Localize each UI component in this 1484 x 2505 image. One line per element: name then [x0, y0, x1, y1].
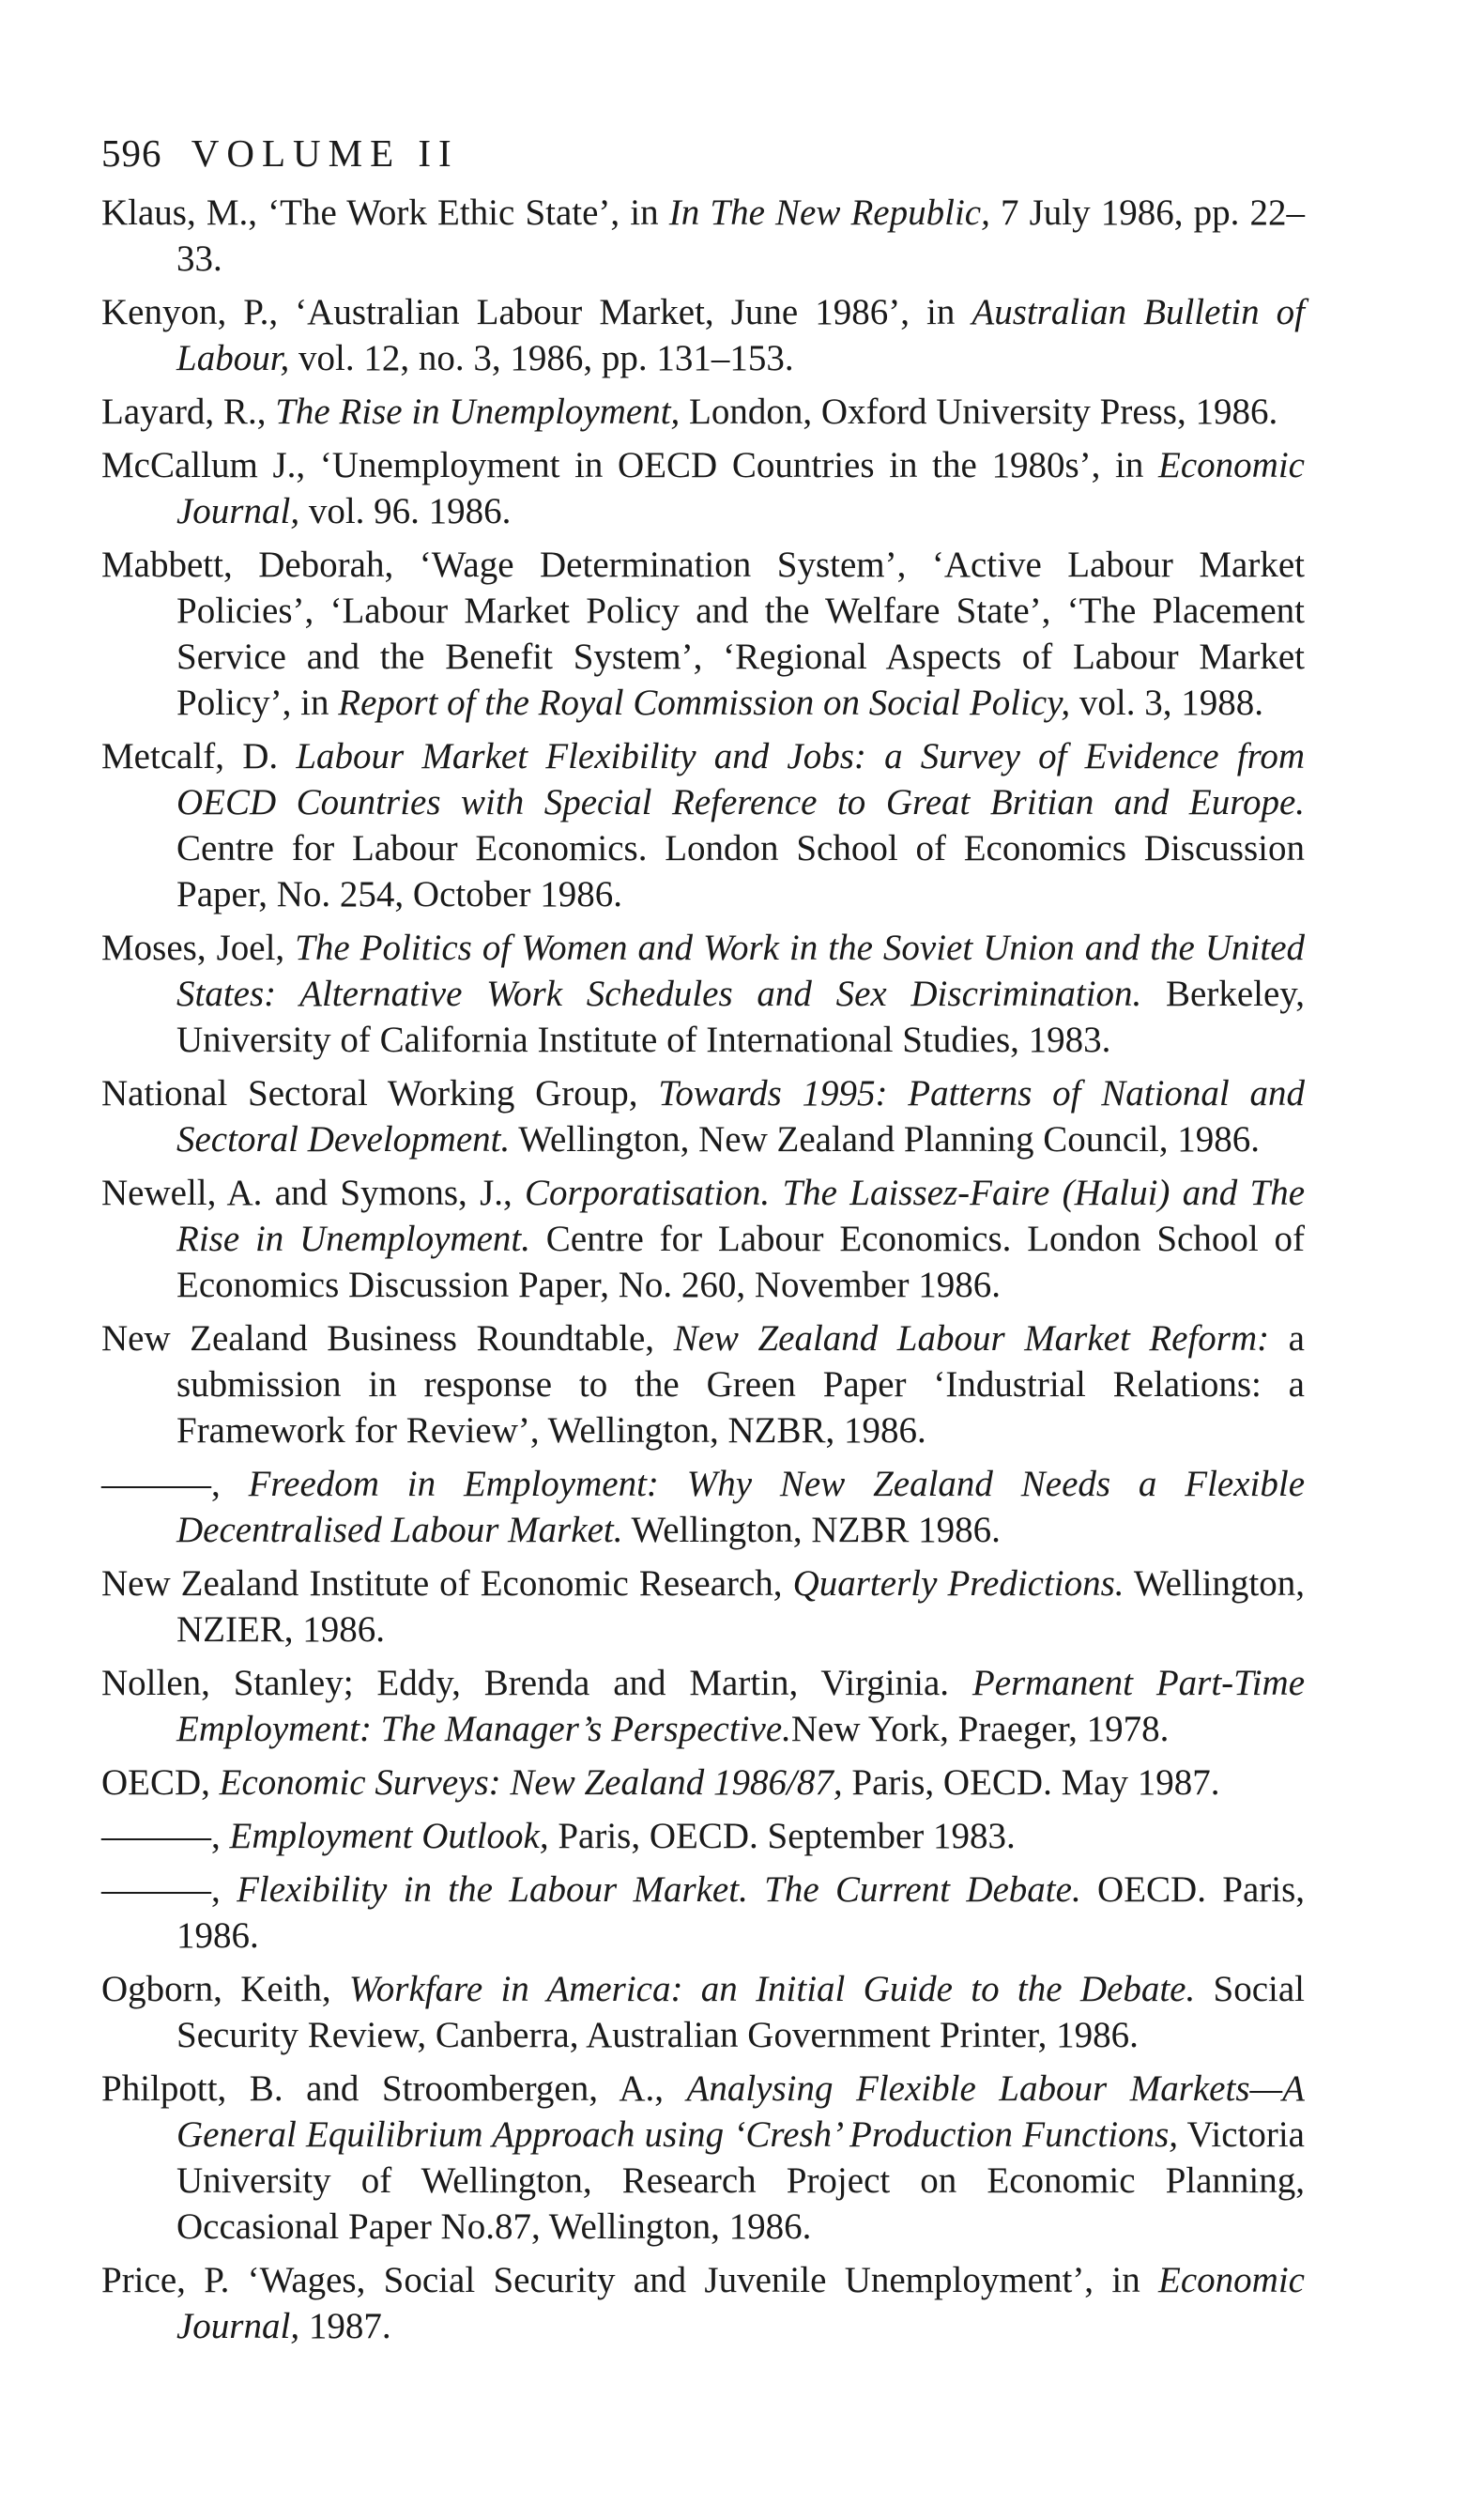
reference-text: Layard, R., — [101, 392, 276, 432]
reference-text: New Zealand Institute of Economic Research, — [101, 1563, 793, 1604]
reference-text: ———, — [101, 1869, 237, 1910]
reference-text: 1987. — [299, 2306, 391, 2346]
reference-text: Paris, OECD. May 1987. — [842, 1762, 1220, 1803]
reference-text: Price, P. ‘Wages, Social Security and Juvenile Unemployment’, in — [101, 2260, 1159, 2300]
reference-title: The Politics of Women and Work in the Soviet Union and the United States: Alternative Work Schedules and Sex Discrimination. — [176, 928, 1305, 1014]
reference-text: vol. 3, 1988. — [1070, 683, 1263, 723]
reference-title: Workfare in America: an Initial Guide to the Debate. — [348, 1969, 1196, 2009]
reference-text: Social Security Review, Canberra, Australian Government Printer, 1986. — [176, 1969, 1305, 2055]
reference-entry — [101, 1315, 1305, 1453]
reference-text: Mabbett, Deborah, ‘Wage Determination System’, ‘Active Labour Market Policies’, ‘Labour Market Policy and the Welfare State’, ‘The Placement Service and the Benefit System’, ‘Regional Aspects of Labour Market Policy’, in — [101, 545, 1305, 723]
reference-text: Metcalf, D. — [101, 736, 297, 776]
reference-entry — [101, 2257, 1305, 2349]
reference-entry — [101, 442, 1305, 534]
reference-text: Klaus, M., ‘The Work Ethic State’, in — [101, 192, 669, 233]
reference-title: Corporatisation. The Laissez-Faire (Halui) and The Rise in Unemployment. — [176, 1173, 1306, 1259]
reference-title: Economic Surveys: New Zealand 1986/87, — [219, 1762, 843, 1803]
reference-entry — [101, 1813, 1305, 1859]
reference-text: McCallum J., ‘Unemployment in OECD Countries in the 1980s’, in — [101, 445, 1159, 485]
reference-text: New Zealand Business Roundtable, — [101, 1318, 674, 1359]
reference-text: Wellington, NZIER, 1986. — [176, 1563, 1305, 1650]
reference-title: Labour Market Flexibility and Jobs: a Survey of Evidence from OECD Countries with Special Reference to Great Britian and Europe. — [176, 736, 1305, 822]
reference-text: Wellington, NZBR 1986. — [622, 1510, 1001, 1550]
reference-text: ———, — [101, 1464, 249, 1504]
reference-text: a submission in response to the Green Paper ‘Industrial Relations: a Framework for Review’, Wellington, NZBR, 1986. — [176, 1318, 1305, 1451]
reference-title: Freedom in Employment: Why New Zealand Needs a Flexible Decentralised Labour Market. — [176, 1464, 1306, 1550]
reference-title: Analysing Flexible Labour Markets—A General Equilibrium Approach using ‘Cresh’ Production Functions, — [176, 2068, 1306, 2155]
reference-text: OECD, — [101, 1762, 220, 1803]
reference-text: Centre for Labour Economics. London School of Economics Discussion Paper, No. 260, November 1986. — [176, 1219, 1305, 1305]
reference-text: Centre for Labour Economics. London School of Economics Discussion Paper, No. 254, October 1986. — [176, 828, 1305, 914]
volume-title: VOLUME II — [191, 131, 459, 175]
reference-text: ———, — [101, 1816, 230, 1856]
reference-title: Report of the Royal Commission on Social Policy, — [338, 683, 1071, 723]
reference-entry — [101, 1461, 1305, 1553]
reference-text: vol. 12, no. 3, 1986, pp. 131–153. — [289, 338, 794, 378]
reference-entry — [101, 733, 1305, 917]
reference-entry — [101, 542, 1305, 726]
reference-entry — [101, 1660, 1305, 1752]
reference-text: Ogborn, Keith, — [101, 1969, 349, 2009]
reference-entry — [101, 2066, 1305, 2250]
reference-title: Economic Journal, — [176, 2260, 1305, 2346]
reference-text: Nollen, Stanley; Eddy, Brenda and Martin, Virginia. — [101, 1663, 972, 1703]
reference-title: Quarterly Predictions. — [792, 1563, 1124, 1604]
reference-text: National Sectoral Working Group, — [101, 1073, 659, 1114]
reference-entry — [101, 1170, 1305, 1308]
reference-title: Towards 1995: Patterns of National and Sectoral Development. — [176, 1073, 1305, 1160]
reference-text: Philpott, B. and Stroombergen, A., — [101, 2068, 687, 2109]
reference-entry — [101, 389, 1305, 435]
reference-text: OECD. Paris, 1986. — [176, 1869, 1306, 1956]
reference-entry — [101, 190, 1305, 282]
reference-list — [101, 190, 1305, 2349]
reference-text: New York, Praeger, 1978. — [790, 1709, 1170, 1749]
reference-text: Paris, OECD. September 1983. — [548, 1816, 1016, 1856]
reference-title: Employment Outlook, — [229, 1816, 549, 1856]
reference-text: Berkeley, University of California Institute of International Studies, 1983. — [176, 974, 1305, 1060]
reference-title: New Zealand Labour Market Reform: — [673, 1318, 1270, 1359]
reference-text: Moses, Joel, — [101, 928, 296, 968]
reference-title: The Rise in Unemployment, — [275, 392, 681, 432]
reference-text: Wellington, New Zealand Planning Council, 1986. — [510, 1119, 1260, 1160]
reference-entry — [101, 1760, 1305, 1806]
reference-text: Victoria University of Wellington, Research Project on Economic Planning, Occasional Paper No.87, Wellington, 1986. — [176, 2114, 1305, 2247]
reference-title: Permanent Part-Time Employment: The Manager’s Perspective. — [176, 1663, 1305, 1749]
page-number: 596 — [101, 131, 162, 175]
reference-entry — [101, 1867, 1305, 1959]
reference-text: Kenyon, P., ‘Australian Labour Market, June 1986’, in — [101, 292, 972, 332]
reference-title: Flexibility in the Labour Market. The Current Debate. — [237, 1869, 1081, 1910]
reference-entry — [101, 925, 1305, 1063]
reference-title: In The New Republic, — [668, 192, 990, 233]
reference-entry — [101, 1966, 1305, 2058]
reference-entry — [101, 1070, 1305, 1162]
reference-text: vol. 96. 1986. — [299, 491, 512, 531]
reference-text: 7 July 1986, pp. 22–33. — [176, 192, 1305, 279]
reference-entry — [101, 1560, 1305, 1652]
document-page — [101, 130, 1305, 2357]
reference-text: London, Oxford University Press, 1986. — [680, 392, 1278, 432]
reference-title: Economic Journal, — [176, 445, 1305, 531]
page-header — [101, 130, 1305, 177]
reference-text: Newell, A. and Symons, J., — [101, 1173, 526, 1213]
reference-entry — [101, 289, 1305, 381]
reference-title: Australian Bulletin of Labour, — [176, 292, 1305, 378]
